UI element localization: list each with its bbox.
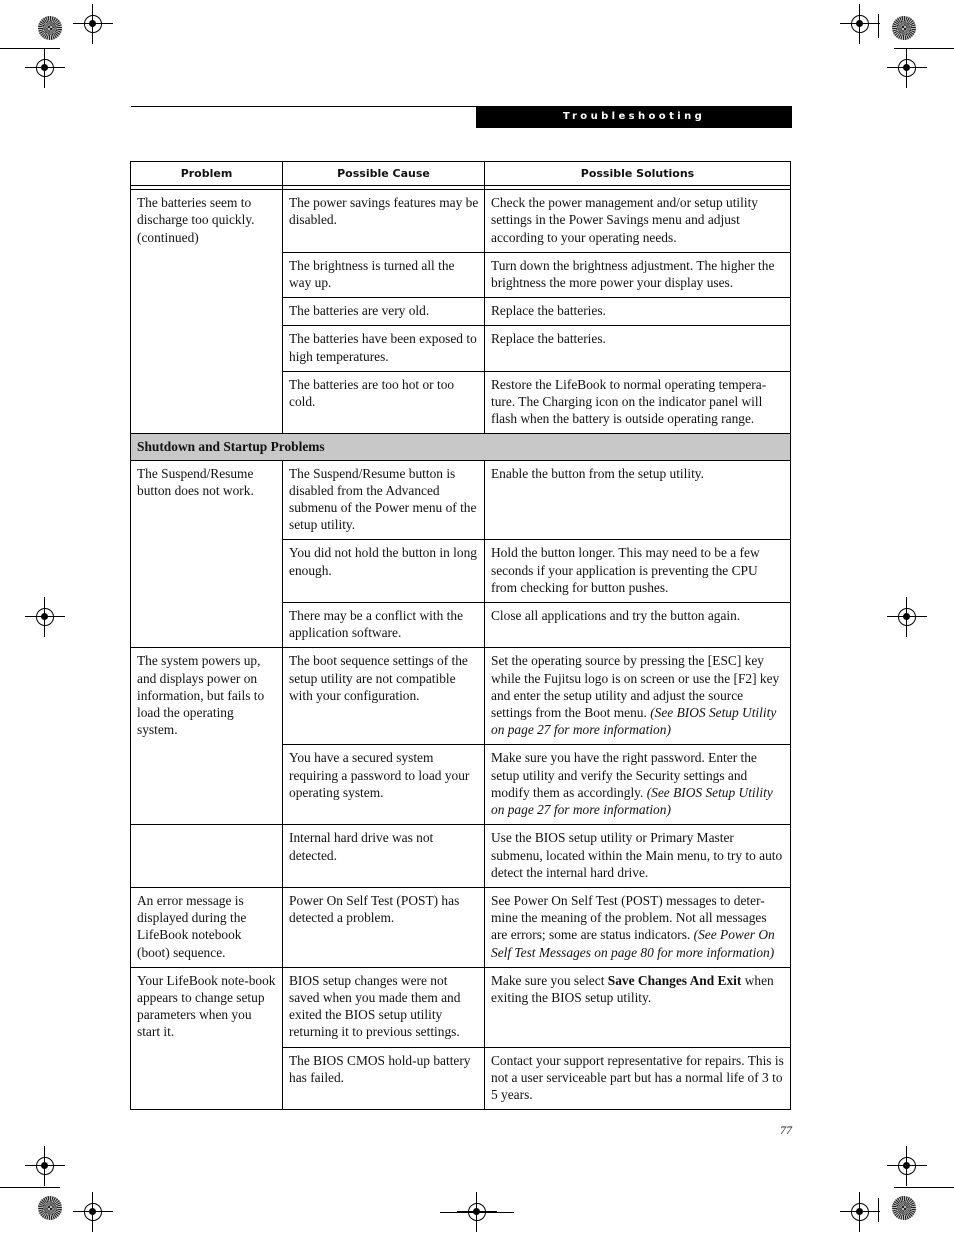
- cause-cell: The boot sequence settings of the setup utility are not compatible with your configuration.: [283, 648, 485, 745]
- color-bar-mark: [38, 16, 62, 40]
- table-row: [131, 190, 791, 253]
- crop-line: [894, 48, 954, 49]
- problem-cell: The batteries seem to discharge too quickly. (continued): [131, 190, 283, 253]
- solution-cell: Close all applications and try the button again.: [485, 603, 791, 648]
- solution-text: Make sure you have the right password. Enter the setup utility and verify the Security settings and modify them as accordingly.: [491, 750, 757, 800]
- cause-cell: The brightness is turned all the way up.: [283, 252, 485, 297]
- table-row: [131, 326, 791, 371]
- table-row: [131, 967, 791, 1047]
- cause-cell: BIOS setup changes were not saved when you made them and exited the BIOS setup utility returning it to previous settings.: [283, 967, 485, 1047]
- column-header-solutions: Possible Solutions: [485, 162, 791, 186]
- registration-mark: [887, 1146, 927, 1186]
- color-bar-mark: [892, 1196, 916, 1220]
- solution-text: Set the operating source by pressing the [ESC] key while the Fujitsu logo is on screen or use the [F2] key and enter the setup utility and adjust the source settings from the Boot menu.: [491, 653, 780, 721]
- registration-mark: [840, 4, 880, 44]
- page-reference: (See Power On Self Test Messages on page 80 for more information): [491, 927, 775, 960]
- problem-cell-continued: [131, 298, 283, 326]
- crop-line: [0, 48, 60, 49]
- problem-cell-continued: [131, 745, 283, 825]
- registration-mark: [840, 1192, 880, 1232]
- problem-cell: The system powers up, and displays power on information, but fails to load the operating system.: [131, 648, 283, 745]
- crop-line: [0, 1187, 60, 1188]
- solution-cell: Contact your support representative for repairs. This is not a user serviceable part but has a normal life of 3 to 5 years.: [485, 1047, 791, 1110]
- table-header-row: [131, 162, 791, 186]
- registration-mark: [887, 597, 927, 637]
- cause-cell: Internal hard drive was not detected.: [283, 825, 485, 888]
- column-header-cause: Possible Cause: [283, 162, 485, 186]
- crop-line: [878, 14, 879, 38]
- cause-cell: There may be a conflict with the application software.: [283, 603, 485, 648]
- problem-cell-empty: [131, 825, 283, 888]
- table-row: [131, 460, 791, 540]
- solution-cell: [485, 648, 791, 745]
- solution-text: when exiting the BIOS setup utility.: [491, 972, 774, 1005]
- solution-cell: Restore the LifeBook to normal operating tempera-ture. The Charging icon on the indicator panel will flash when the battery is outside operating range.: [485, 371, 791, 434]
- solution-cell: Enable the button from the setup utility.: [485, 460, 791, 540]
- problem-cell-continued: [131, 371, 283, 434]
- solution-cell: Use the BIOS setup utility or Primary Master submenu, located within the Main menu, to try to auto detect the internal hard drive.: [485, 825, 791, 888]
- solution-text: Make sure you select: [491, 972, 605, 988]
- column-header-problem: Problem: [131, 162, 283, 186]
- table-row: [131, 887, 791, 967]
- registration-mark: [73, 1192, 113, 1232]
- table-row: [131, 648, 791, 745]
- page-number: 77: [780, 1123, 792, 1137]
- menu-option-name: Save Changes And Exit: [607, 972, 742, 988]
- registration-mark: [25, 1146, 65, 1186]
- registration-mark: [25, 597, 65, 637]
- problem-cell-continued: [131, 603, 283, 648]
- section-title: Shutdown and Startup Problems: [131, 434, 791, 460]
- table-row: [131, 745, 791, 825]
- section-row: [131, 434, 791, 460]
- table-row: [131, 825, 791, 888]
- registration-mark: [887, 48, 927, 88]
- problem-cell: An error message is displayed during the LifeBook notebook (boot) sequence.: [131, 887, 283, 967]
- cause-cell: The batteries are too hot or too cold.: [283, 371, 485, 434]
- problem-cell: The Suspend/Resume button does not work.: [131, 460, 283, 540]
- page-reference: (See BIOS Setup Utility on page 27 for more information): [491, 705, 777, 738]
- cause-cell: The Suspend/Resume button is disabled from the Advanced submenu of the Power menu of the setup utility.: [283, 460, 485, 540]
- problem-cell-continued: [131, 1047, 283, 1110]
- crop-line: [878, 1198, 879, 1222]
- table-row: [131, 371, 791, 434]
- table-row: [131, 298, 791, 326]
- solution-cell: Replace the batteries.: [485, 326, 791, 371]
- cause-cell: The batteries are very old.: [283, 298, 485, 326]
- cause-cell: The BIOS CMOS hold-up battery has failed.: [283, 1047, 485, 1110]
- table-row: [131, 540, 791, 603]
- registration-mark: [25, 48, 65, 88]
- cause-cell: The batteries have been exposed to high temperatures.: [283, 326, 485, 371]
- troubleshooting-table: [130, 161, 791, 1110]
- page-reference: (See BIOS Setup Utility on page 27 for more information): [491, 784, 773, 818]
- cause-cell: Power On Self Test (POST) has detected a problem.: [283, 887, 485, 967]
- problem-cell-continued: [131, 326, 283, 371]
- solution-cell: [485, 887, 791, 967]
- cause-cell: You did not hold the button in long enough.: [283, 540, 485, 603]
- solution-text: See Power On Self Test (POST) messages to deter-mine the meaning of the problem. Not all messages are errors; some are status indicators.: [491, 892, 767, 943]
- header-rule: [131, 106, 476, 107]
- solution-cell: Turn down the brightness adjustment. The higher the brightness the more power your display uses.: [485, 252, 791, 297]
- crop-line: [894, 1187, 954, 1188]
- section-header: Troubleshooting: [476, 106, 792, 128]
- problem-cell-continued: [131, 540, 283, 603]
- solution-cell: [485, 745, 791, 825]
- cause-cell: You have a secured system requiring a password to load your operating system.: [283, 745, 485, 825]
- solution-cell: Replace the batteries.: [485, 298, 791, 326]
- problem-cell: Your LifeBook note-book appears to change setup parameters when you start it.: [131, 967, 283, 1047]
- color-bar-mark: [38, 1196, 62, 1220]
- table-row: [131, 252, 791, 297]
- registration-mark: [73, 4, 113, 44]
- table-row: [131, 1047, 791, 1110]
- cause-cell: The power savings features may be disabled.: [283, 190, 485, 253]
- color-bar-mark: [892, 16, 916, 40]
- table-row: [131, 603, 791, 648]
- solution-cell: [485, 967, 791, 1047]
- solution-cell: Check the power management and/or setup utility settings in the Power Savings menu and adjust according to your operating needs.: [485, 190, 791, 253]
- problem-cell-continued: [131, 252, 283, 297]
- crop-line: [440, 1212, 514, 1213]
- solution-cell: Hold the button longer. This may need to be a few seconds if your application is preventing the CPU from checking for button pushes.: [485, 540, 791, 603]
